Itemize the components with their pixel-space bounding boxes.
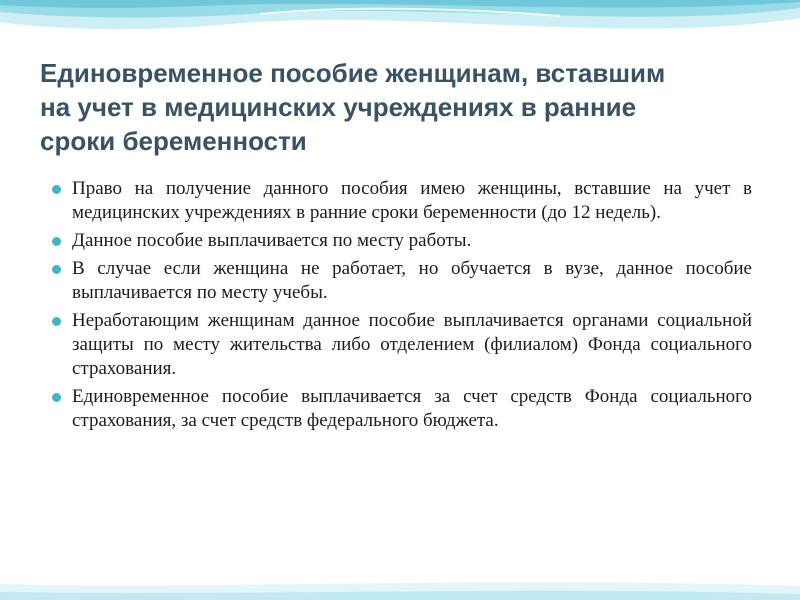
bullet-item — [52, 229, 752, 253]
bullet-text: В случае если женщина не работает, но обучается в вузе, данное пособие выплачивается по месту учебы. — [72, 258, 752, 303]
bottom-wave-decoration — [0, 560, 800, 600]
bullet-dot-icon — [52, 393, 61, 402]
bullet-text: Неработающим женщинам данное пособие выплачивается органами социальной защиты по месту жительства либо отделением (филиалом) Фонда социального страхования. — [72, 310, 752, 379]
bullet-list — [52, 177, 752, 437]
bullet-item — [52, 257, 752, 305]
bullet-item — [52, 177, 752, 225]
bullet-text: Право на получение данного пособия имею женщины, вставшие на учет в медицинских учреждениях в ранние сроки беременности (до 12 недель). — [72, 178, 752, 223]
slide-title: Единовременное пособие женщинам, вставшим на учет в медицинских учреждениях в ранние сроки беременности — [40, 58, 666, 156]
top-wave-decoration — [0, 0, 800, 60]
bullet-text: Единовременное пособие выплачивается за счет средств Фонда социального страхования, за счет средств федерального бюджета. — [72, 386, 752, 431]
bullet-item — [52, 309, 752, 381]
bullet-item — [52, 385, 752, 433]
bullet-dot-icon — [52, 237, 61, 246]
bullet-dot-icon — [52, 265, 61, 274]
bullet-dot-icon — [52, 317, 61, 326]
bullet-text: Данное пособие выплачивается по месту работы. — [72, 230, 472, 251]
bullet-dot-icon — [52, 185, 61, 194]
